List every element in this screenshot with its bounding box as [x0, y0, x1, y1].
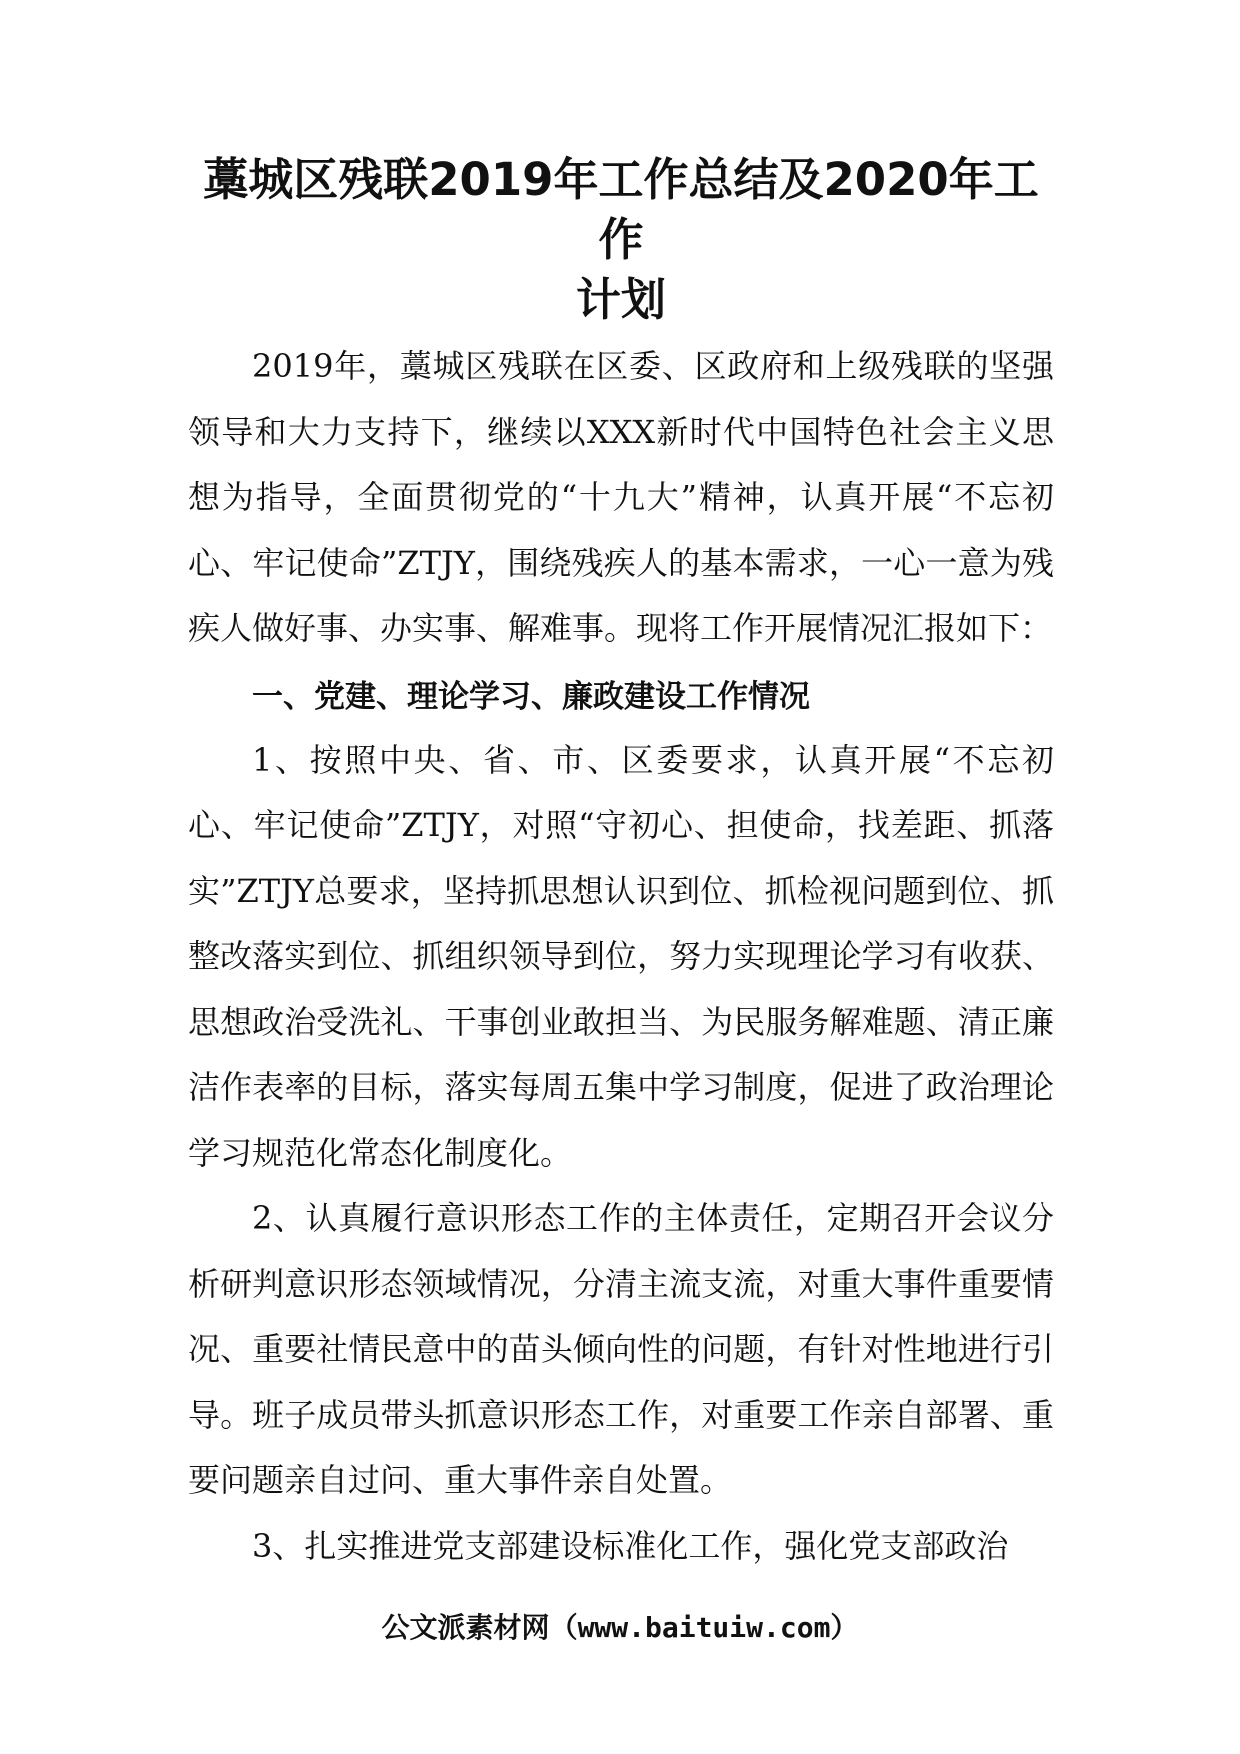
title-line-2: 计划 [575, 273, 666, 326]
paragraph-1: 1、按照中央、省、市、区委要求，认真开展“不忘初心、牢记使命”ZTJY，对照“守初心、担使命，找差距、抓落实”ZTJY总要求，坚持抓思想认识到位、抓检视问题到位、抓整改落实到位、抓组织领导到位，努力实现理论学习有收获、思想政治受洗礼、干事创业敢担当、为民服务解难题、清正廉洁作表率的目标，落实每周五集中学习制度，促进了政治理论学习规范化常态化制度化。 [188, 740, 1054, 1172]
footer-site-name: 公文派素材网 [381, 1611, 550, 1644]
title-line-1: 藁城区残联2019年工作总结及2020年工作 [203, 153, 1039, 266]
document-title [188, 150, 1054, 330]
paragraph-2: 2、认真履行意识形态工作的主体责任，定期召开会议分析研判意识形态领域情况，分清主流支流，对重大事件重要情况、重要社情民意中的苗头倾向性的问题，有针对性地进行引导。班子成员带头抓意识形态工作，对重要工作亲自部署、重要问题亲自过问、重大事件亲自处置。 [188, 1199, 1054, 1499]
intro-paragraph: 2019年，藁城区残联在区委、区政府和上级残联的坚强领导和大力支持下，继续以XXX新时代中国特色社会主义思想为指导，全面贯彻党的“十九大”精神，认真开展“不忘初心、牢记使命”ZTJY，围绕残疾人的基本需求，一心一意为残疾人做好事、办实事、解难事。现将工作开展情况汇报如下： [188, 347, 1054, 647]
footer-watermark [0, 1608, 1240, 1648]
document-content [188, 150, 1054, 1579]
footer-url[interactable]: （www.baituiw.com） [549, 1611, 859, 1644]
paragraph-3: 3、扎实推进党支部建设标准化工作，强化党支部政治 [252, 1526, 1009, 1565]
section-heading-1: 一、党建、理论学习、廉政建设工作情况 [252, 678, 810, 715]
